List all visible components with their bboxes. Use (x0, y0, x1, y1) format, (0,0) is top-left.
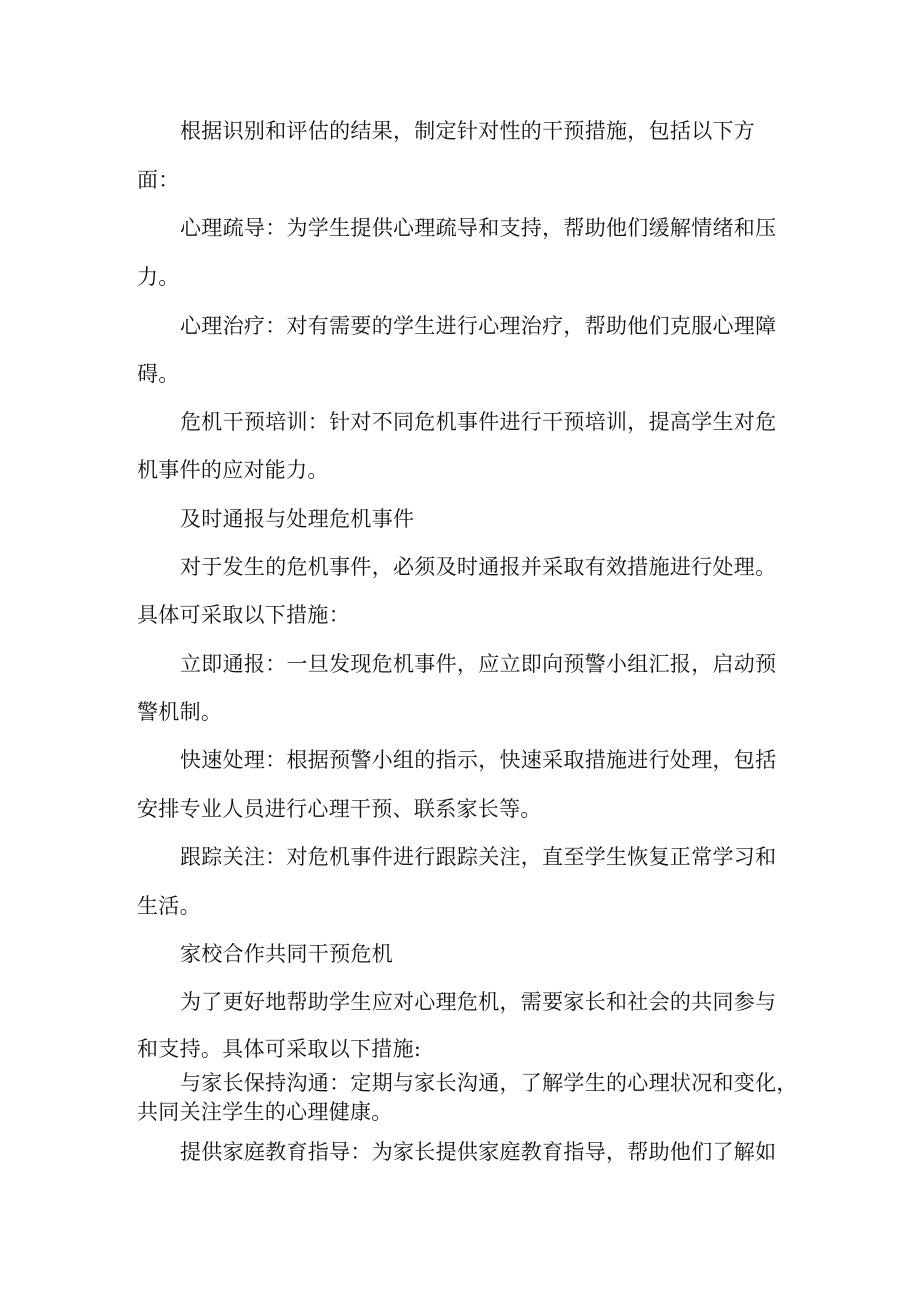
paragraph-line: 警机制。 (137, 700, 223, 724)
paragraph-line: 共同关注学生的心理健康。 (137, 1100, 393, 1124)
section-heading: 家校合作共同干预危机 (180, 942, 393, 966)
paragraph-line: 心理治疗：对有需要的学生进行心理治疗，帮助他们克服心理障 (180, 314, 777, 338)
paragraph-line: 面： (137, 168, 180, 192)
paragraph-line: 生活。 (137, 894, 201, 918)
paragraph-line: 提供家庭教育指导：为家长提供家庭教育指导，帮助他们了解如 (180, 1140, 777, 1164)
paragraph-line: 力。 (137, 265, 180, 289)
paragraph-line: 为了更好地帮助学生应对心理危机，需要家长和社会的共同参与 (180, 990, 777, 1014)
paragraph-line: 安排专业人员进行心理干预、联系家长等。 (137, 797, 542, 821)
section-heading: 及时通报与处理危机事件 (180, 507, 415, 531)
paragraph-line: 碍。 (137, 362, 180, 386)
paragraph-line: 和支持。具体可采取以下措施: (137, 1037, 422, 1061)
paragraph-line: 心理疏导：为学生提供心理疏导和支持，帮助他们缓解情绪和压 (180, 216, 777, 240)
paragraph-line: 与家长保持沟通：定期与家长沟通，了解学生的心理状况和变化， (180, 1071, 798, 1095)
paragraph-line: 立即通报：一旦发现危机事件，应立即向预警小组汇报，启动预 (180, 652, 777, 676)
paragraph-line: 危机干预培训：针对不同危机事件进行干预培训，提高学生对危 (180, 410, 777, 434)
paragraph-line: 机事件的应对能力。 (137, 458, 329, 482)
paragraph-line: 对于发生的危机事件，必须及时通报并采取有效措施进行处理。 (180, 555, 777, 579)
paragraph-line: 具体可采取以下措施： (137, 603, 350, 627)
paragraph-line: 跟踪关注：对危机事件进行跟踪关注，直至学生恢复正常学习和 (180, 845, 777, 869)
paragraph-line: 根据识别和评估的结果，制定针对性的干预措施，包括以下方 (180, 119, 756, 143)
paragraph-line: 快速处理：根据预警小组的指示，快速采取措施进行处理，包括 (180, 748, 777, 772)
